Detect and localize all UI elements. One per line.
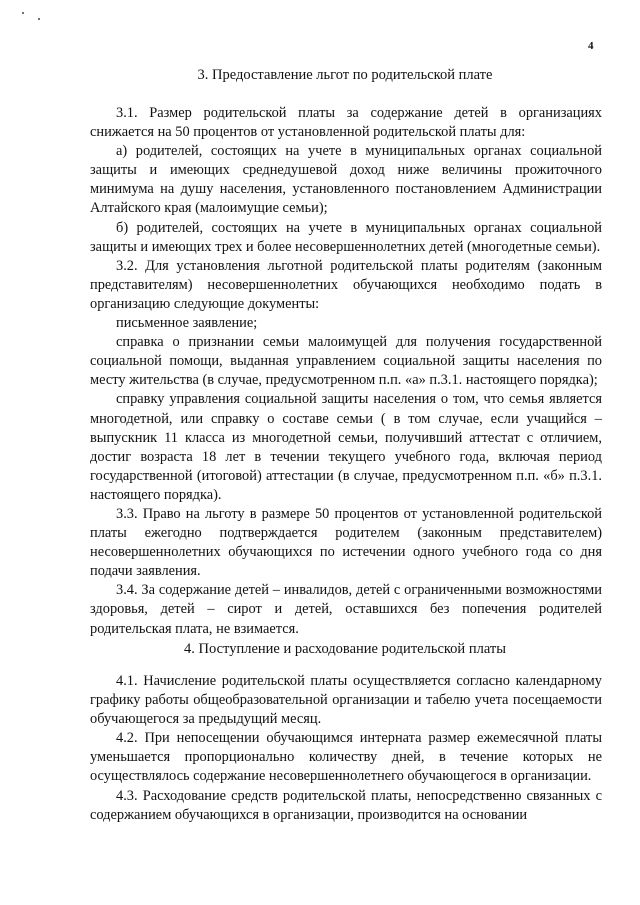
paragraph-3-1: 3.1. Размер родительской платы за содержание детей в организациях снижается на 50 процентов от установленной родительской платы для: (90, 105, 602, 141)
page-number: 4 (588, 40, 594, 52)
section-4-body (90, 672, 602, 825)
section-4-title: 4. Поступление и расходование родительской платы (184, 641, 506, 657)
scan-speck (22, 12, 24, 14)
paragraph-3-2-item-1: письменное заявление; (116, 315, 258, 332)
paragraph-3-1-b: б) родителей, состоящих на учете в муниципальных органах социальной защиты и имеющих трех и более несовершеннолетних детей (многодетные семьи). (90, 219, 602, 255)
paragraph-3-2: 3.2. Для установления льготной родительской платы родителям (законным представителям) несовершеннолетних обучающихся необходимо подать в организацию следующие документы: (90, 257, 602, 312)
paragraph-3-2-item-3: справку управления социальной защиты населения о том, что семья является многодетной, или справку о составе семьи ( в том случае, если учащийся – выпускник 11 класса из многодетной семьи, получивший аттестат с отличием, достиг возраста 18 лет в течении текущего учебного года, включая период государственной (итоговой) аттестации (в случае, предусмотренном п.п. «б» п.3.1. настоящего порядка). (90, 391, 602, 503)
paragraph-3-3: 3.3. Право на льготу в размере 50 процентов от установленной родительской платы ежегодно подтверждается родителем (законным представителем) несовершеннолетних обучающихся по истечении одного учебного года со дня подачи заявления. (90, 505, 602, 580)
section-3-body (90, 104, 602, 639)
paragraph-3-4: 3.4. За содержание детей – инвалидов, детей с ограниченными возможностями здоровья, детей – сирот и детей, оставшихся без попечения родителей родительская плата, не взимается. (90, 582, 602, 637)
paragraph-4-1: 4.1. Начисление родительской платы осуществляется согласно календарному графику работы общеобразовательной организации и табелю учета посещаемости обучающегося за предыдущий месяц. (90, 673, 602, 728)
paragraph-4-2: 4.2. При непосещении обучающимся интерната размер ежемесячной платы уменьшается пропорционально количеству дней, в течение которых не осуществлялось содержание несовершеннолетнего обучающегося в организации. (90, 730, 602, 785)
section-3-title: 3. Предоставление льгот по родительской плате (197, 67, 493, 83)
paragraph-4-3: 4.3. Расходование средств родительской платы, непосредственно связанных с содержанием обучающихся в организации, производится на основании (90, 787, 602, 823)
paragraph-3-1-a: а) родителей, состоящих на учете в муниципальных органах социальной защиты и имеющих среднедушевой доход ниже величины прожиточного минимума на душу населения, установленного постановлением Администрации Алтайского края (малоимущие семьи); (90, 143, 602, 217)
scan-speck (38, 18, 40, 20)
paragraph-3-2-item-2: справка о признании семьи малоимущей для получения государственной социальной помощи, выданная управлением социальной защиты населения по месту жительства (в случае, предусмотренном п.п. «а» п.3.1. настоящего порядка); (90, 334, 602, 389)
